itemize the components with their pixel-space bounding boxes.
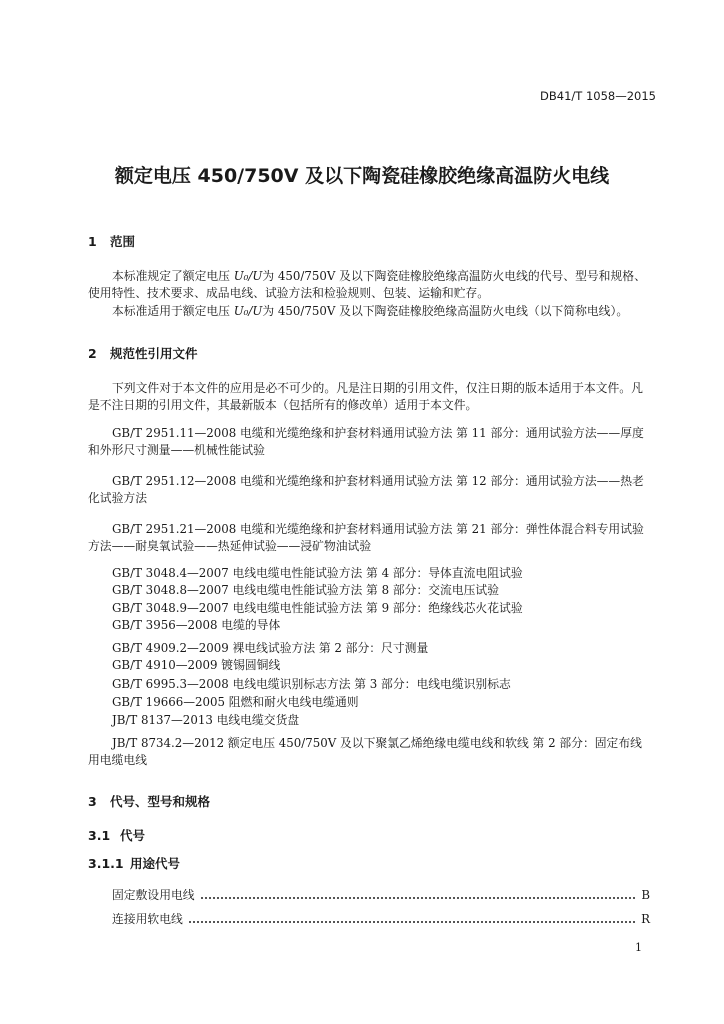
code-entry-flexible	[112, 910, 650, 927]
code-label: 连接用软电线	[112, 912, 183, 926]
section-title: 规范性引用文件	[110, 346, 198, 361]
reference-item: JB/T 8137—2013 电线电缆交货盘	[112, 713, 300, 727]
reference-item: GB/T 3048.8—2007 电线电缆电性能试验方法 第 8 部分：交流电压试验	[112, 583, 500, 597]
subsection-3-1-heading	[88, 826, 145, 844]
voltage-symbol: U₀/U	[233, 304, 263, 318]
section-2-intro: 下列文件对于本文件的应用是必不可少的。凡是注日期的引用文件，仅注日期的版本适用于本文件。凡是不注日期的引用文件，其最新版本（包括所有的修改单）适用于本文件。	[88, 381, 643, 412]
text-run: 为 450/750V 及以下陶瓷硅橡胶绝缘高温防火电线（以下简称电线）。	[262, 304, 629, 318]
subsection-3-1-1-heading	[88, 854, 180, 872]
reference-item: JB/T 8734.2—2012 额定电压 450/750V 及以下聚氯乙烯绝缘电缆电线和软线 第 2 部分：固定布线用电缆电线	[88, 736, 642, 767]
section-3-heading	[88, 792, 210, 810]
code-entry-fixed	[112, 886, 650, 903]
reference-item: GB/T 4909.2—2009 裸电线试验方法 第 2 部分：尺寸测量	[112, 641, 429, 655]
code-value: B	[641, 888, 650, 902]
text-run: 本标准适用于额定电压	[112, 304, 234, 318]
subsection-title: 代号	[120, 828, 146, 843]
voltage-symbol: U₀/U	[233, 269, 263, 283]
section-1-paragraph-2	[88, 303, 648, 320]
page-number: 1	[635, 941, 642, 954]
reference-item: GB/T 2951.11—2008 电缆和光缆绝缘和护套材料通用试验方法 第 11 部分：通用试验方法——厚度和外形尺寸测量——机械性能试验	[88, 426, 644, 457]
subsection-title: 用途代号	[130, 856, 181, 871]
reference-item: GB/T 2951.21—2008 电缆和光缆绝缘和护套材料通用试验方法 第 21 部分：弹性体混合料专用试验方法——耐臭氧试验——热延伸试验——浸矿物油试验	[88, 522, 644, 553]
text-run: 为 450/750V 及以下陶瓷硅橡胶绝缘高温防火电线的代号、型号和规格、使用特性、技术要求、成品电线、试验方法和检验规则、包装、运输和贮存。	[88, 269, 646, 300]
reference-item: GB/T 4910—2009 镀锡圆铜线	[112, 658, 281, 672]
reference-item: GB/T 2951.12—2008 电缆和光缆绝缘和护套材料通用试验方法 第 12 部分：通用试验方法——热老化试验方法	[88, 474, 644, 505]
code-label: 固定敷设用电线	[112, 888, 195, 902]
subsection-number: 3.1.1	[88, 856, 124, 871]
document-number: DB41/T 1058—2015	[540, 89, 656, 103]
section-1-heading	[88, 232, 135, 250]
section-number: 1	[88, 234, 97, 249]
section-title: 代号、型号和规格	[110, 794, 211, 809]
reference-item: GB/T 3956—2008 电缆的导体	[112, 618, 281, 632]
dot-leader	[201, 897, 636, 899]
reference-item: GB/T 3048.9—2007 电线电缆电性能试验方法 第 9 部分：绝缘线芯火花试验	[112, 601, 523, 615]
document-title: 额定电压 450/750V 及以下陶瓷硅橡胶绝缘高温防火电线	[114, 165, 610, 187]
section-title: 范围	[110, 234, 136, 249]
reference-item: GB/T 3048.4—2007 电线电缆电性能试验方法 第 4 部分：导体直流电阻试验	[112, 566, 523, 580]
subsection-number: 3.1	[88, 828, 111, 843]
section-2-heading	[88, 344, 198, 362]
section-number: 2	[88, 346, 97, 361]
reference-item: GB/T 19666—2005 阻燃和耐火电线电缆通则	[112, 695, 359, 709]
reference-item: GB/T 6995.3—2008 电线电缆识别标志方法 第 3 部分：电线电缆识别标志	[112, 677, 511, 691]
section-number: 3	[88, 794, 97, 809]
section-1-paragraph-1	[88, 268, 648, 302]
text-run: 本标准规定了额定电压	[112, 269, 234, 283]
dot-leader	[189, 921, 635, 923]
code-value: R	[641, 912, 650, 926]
